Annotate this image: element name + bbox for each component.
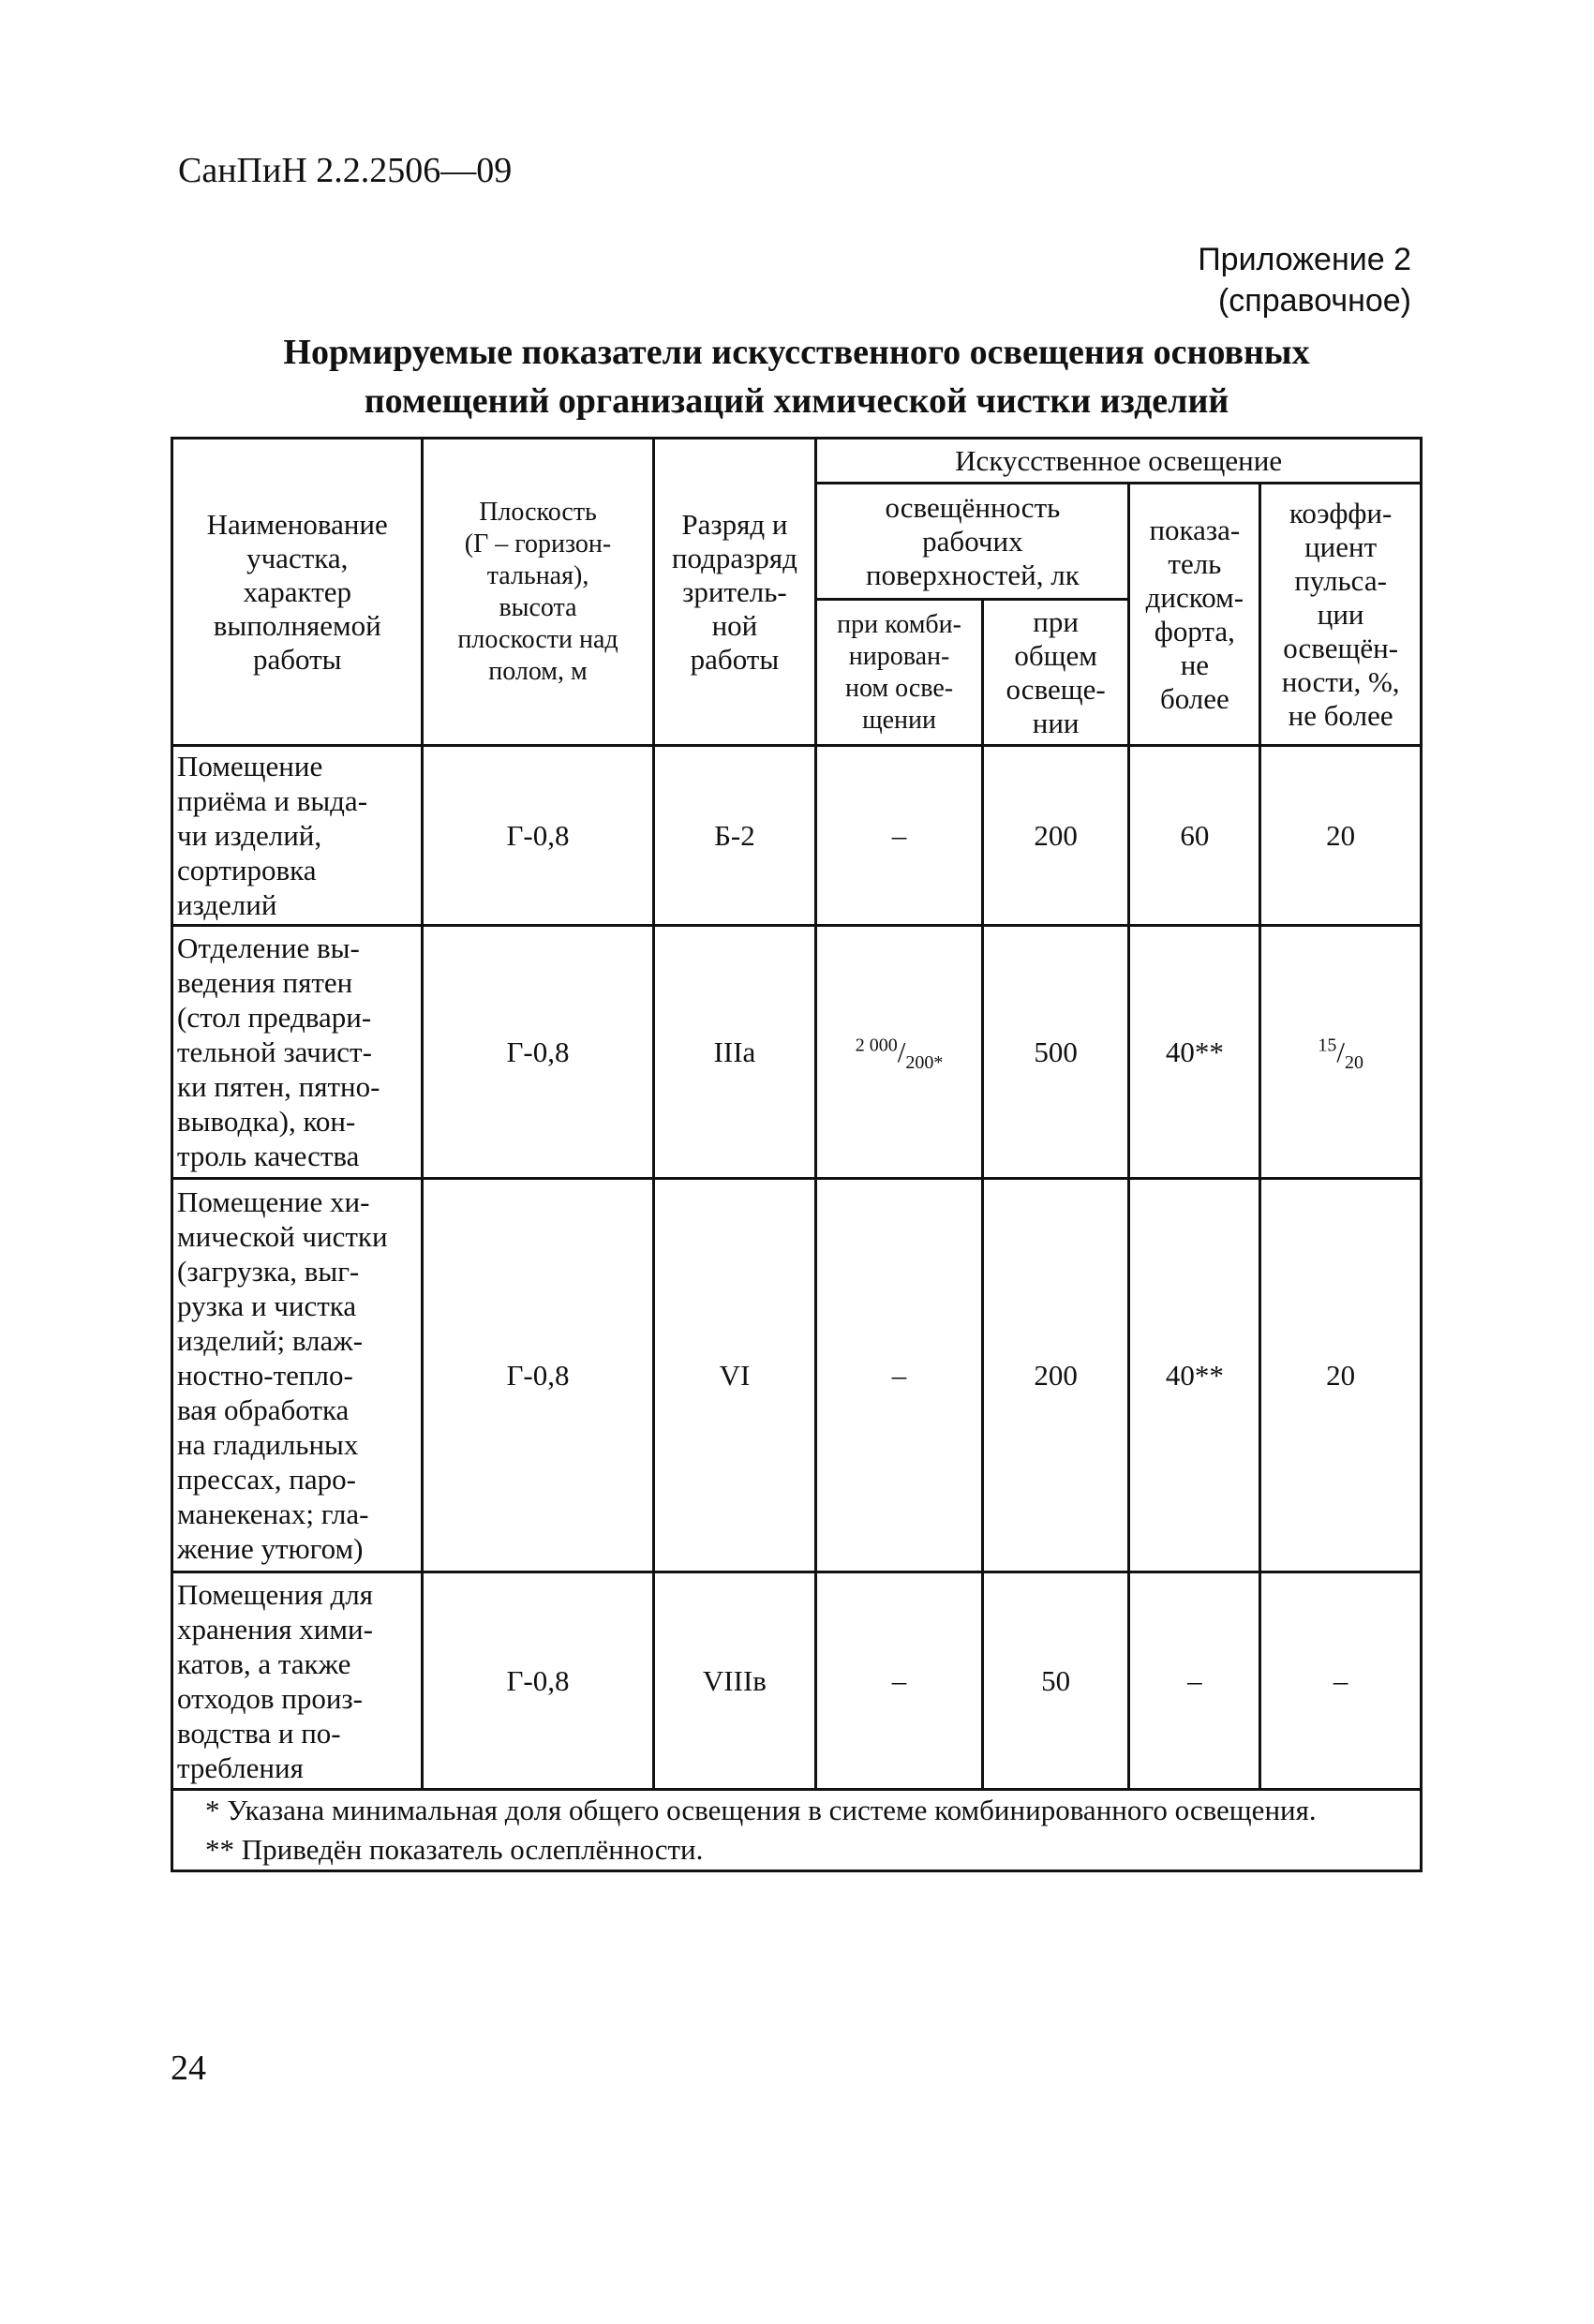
cell-combined: – <box>816 1572 983 1790</box>
cell-plane: Г-0,8 <box>423 926 653 1179</box>
cell-discomfort: – <box>1129 1572 1260 1790</box>
cell-combined-fraction: $^{2 000}/_{200*}$ <box>816 926 983 1179</box>
header-plane: Плоскость (Г – горизон- тальная), высота плоскости над полом, м <box>423 439 653 746</box>
cell-area-name: Отделение вы- ведения пятен (стол предвари- тельной зачист- ки пятен, пятно- выводка), кон- троль качества <box>172 926 423 1179</box>
header-combined: при комби- нирован- ном осве- щении <box>816 600 983 746</box>
cell-area-name: Помещение хи- мической чистки (загрузка, выг- рузка и чистка изделий; влаж- ностно-тепло- вая обработка на гладильных прессах, паро- манекенах; гла- жение утюгом) <box>172 1179 423 1572</box>
header-general: при общем освеще- нии <box>982 600 1129 746</box>
table-notes-row <box>172 1790 1422 1871</box>
title-line-1: Нормируемые показатели искусственного освещения основных <box>283 333 1310 372</box>
appendix-number: Приложение 2 <box>1198 242 1411 277</box>
fraction-denominator: 200* <box>905 1052 944 1074</box>
cell-plane: Г-0,8 <box>423 746 653 926</box>
header-artificial-lighting: Искусственное освещение <box>816 439 1422 484</box>
header-area: Наименование участка, характер выполняемой работы <box>172 439 423 746</box>
cell-discomfort: 60 <box>1129 746 1260 926</box>
table-row <box>172 1572 1422 1790</box>
cell-grade: IIIа <box>653 926 816 1179</box>
page-number: 24 <box>171 2048 206 2088</box>
fraction-numerator: 15 <box>1318 1035 1337 1056</box>
cell-area-name: Помещения для хранения хими- катов, а также отходов произ- водства и по- требления <box>172 1572 423 1790</box>
cell-area-name: Помещение приёма и выда- чи изделий, сортировка изделий <box>172 746 423 926</box>
table-row <box>172 926 1422 1179</box>
appendix-label <box>1198 239 1411 321</box>
cell-general: 200 <box>982 746 1129 926</box>
fraction-numerator: 2 000 <box>855 1035 898 1056</box>
cell-general: 200 <box>982 1179 1129 1572</box>
table-row <box>172 1179 1422 1572</box>
header-illuminance: освещённость рабочих поверхностей, лк <box>816 484 1129 600</box>
document-code: СанПиН 2.2.2506—09 <box>178 151 513 190</box>
cell-grade: Б-2 <box>653 746 816 926</box>
cell-pulsation: 20 <box>1260 746 1422 926</box>
title-line-2: помещений организаций химической чистки изделий <box>364 381 1229 421</box>
cell-general: 50 <box>982 1572 1129 1790</box>
table-notes <box>172 1790 1422 1871</box>
header-pulsation: коэффи- циент пульса- ции освещён- ности, %, не более <box>1260 484 1422 746</box>
table-title <box>169 328 1424 425</box>
header-grade: Разряд и подразряд зритель- ной работы <box>653 439 816 746</box>
cell-grade: VIIIв <box>653 1572 816 1790</box>
cell-grade: VI <box>653 1179 816 1572</box>
lighting-norms-table <box>171 437 1423 1872</box>
cell-pulsation: 20 <box>1260 1179 1422 1572</box>
cell-pulsation-fraction: $^{15}/_{20}$ <box>1260 926 1422 1179</box>
table-row <box>172 746 1422 926</box>
header-discomfort: показа- тель диском- форта, не более <box>1129 484 1260 746</box>
footnote-combined-lighting: * Указана минимальная доля общего освещения в системе комбинированного освещения. <box>205 1794 1317 1826</box>
cell-plane: Г-0,8 <box>423 1572 653 1790</box>
cell-general: 500 <box>982 926 1129 1179</box>
cell-pulsation: – <box>1260 1572 1422 1790</box>
cell-combined: – <box>816 746 983 926</box>
cell-discomfort: 40** <box>1129 926 1260 1179</box>
footnote-glare-index: ** Приведён показатель ослеплённости. <box>205 1833 704 1866</box>
appendix-type: (справочное) <box>1217 283 1411 319</box>
cell-discomfort: 40** <box>1129 1179 1260 1572</box>
cell-combined: – <box>816 1179 983 1572</box>
cell-plane: Г-0,8 <box>423 1179 653 1572</box>
fraction-denominator: 20 <box>1344 1052 1363 1074</box>
